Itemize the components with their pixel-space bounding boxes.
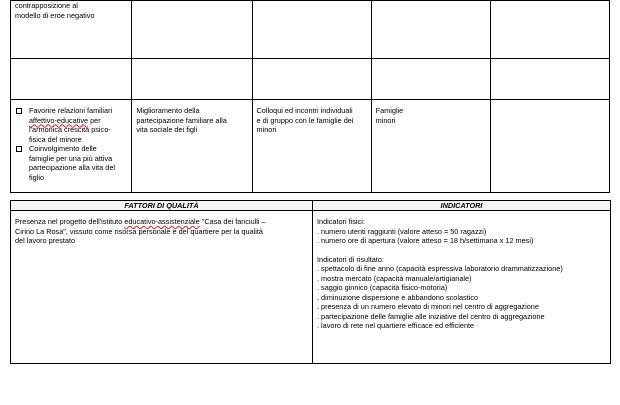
actions-cell xyxy=(252,100,371,193)
text-line: Famiglie xyxy=(375,106,404,115)
indicator-item: . diminuzione dispersione e abbandono scolastico xyxy=(317,292,479,302)
objective-cell xyxy=(11,1,132,59)
text-line xyxy=(15,217,308,227)
empty-cell xyxy=(371,1,490,59)
spellcheck-word: educativo-assistenziale xyxy=(124,217,200,226)
text-line: modello di eroe negativo xyxy=(15,10,95,20)
indicator-item: . spettacolo di fine anno (capacità espressiva laboratorio drammatizzazione) xyxy=(317,264,563,273)
text-line: famiglie per una più attiva xyxy=(29,153,113,163)
text-line: del lavoro prestato xyxy=(15,236,76,245)
physical-indicators-title: Indicatori fisici: xyxy=(317,217,365,226)
indicator-item: . mostra mercato (capacità manuale/artigianale) xyxy=(317,273,472,283)
empty-cell xyxy=(371,59,490,100)
indicator-item: . presenza di un numero elevato di minori nel centro di aggregazione xyxy=(317,302,539,311)
table-row xyxy=(11,211,611,364)
text-line: minori xyxy=(375,115,396,125)
expected-results-cell xyxy=(132,100,252,193)
result-indicators-title: Indicatori di risultato: xyxy=(317,254,384,264)
indicators-header: INDICATORI xyxy=(313,201,611,211)
text-line: l'armonica crescita psico- xyxy=(29,125,111,134)
empty-cell xyxy=(132,1,252,59)
spellcheck-word: affettivo-educative xyxy=(29,115,89,125)
text-line xyxy=(29,116,127,126)
indicator-item: . saggio ginnico (capacità fisico-motoria) xyxy=(317,283,448,292)
indicator-item: . numero ore di apertura (valore atteso = 18 h/settimana x 12 mesi) xyxy=(317,236,534,245)
text-fragment: per xyxy=(88,115,101,125)
text-line: Colloqui ed incontri individuali xyxy=(256,106,353,115)
indicator-item: . lavoro di rete nel quartiere efficace ed efficiente xyxy=(317,321,475,330)
indicator-item: . partecipazione delle famiglie alle iniziative del centro di aggregazione xyxy=(317,311,545,321)
text-line: vita sociale dei figli xyxy=(136,125,198,134)
text-line: contrapposizione al xyxy=(15,1,78,10)
table-header-row xyxy=(11,201,611,211)
quality-indicators-table xyxy=(10,200,611,364)
text-line: partecipazione alla vita del xyxy=(29,163,115,172)
empty-cell xyxy=(490,1,609,59)
empty-cell xyxy=(490,100,609,193)
table-row xyxy=(11,1,610,59)
spacer xyxy=(317,246,606,255)
text-line: Cirino La Rosa", vissuto come risorsa personale e del quartiere per la qualità xyxy=(15,226,263,236)
recipients-cell xyxy=(371,100,490,193)
empty-cell xyxy=(252,1,371,59)
indicator-item: . numero utenti raggiunti (valore atteso = 50 ragazzi) xyxy=(317,226,487,236)
text-line: Favorire relazioni familiari xyxy=(29,106,113,115)
list-item xyxy=(29,106,127,144)
indicators-cell xyxy=(313,211,611,364)
list-item xyxy=(29,144,127,182)
text-line: minori xyxy=(256,125,277,134)
text-line: Coinvolgimento delle xyxy=(29,144,97,153)
text-line: e di gruppo con le famiglie dei xyxy=(256,115,354,125)
activities-table xyxy=(10,0,610,193)
empty-cell xyxy=(252,59,371,100)
table-row xyxy=(11,59,610,100)
checkbox-bullet-icon xyxy=(16,108,22,114)
checkbox-bullet-icon xyxy=(16,146,22,152)
empty-cell xyxy=(11,59,132,100)
table-row xyxy=(11,100,610,193)
text-fragment: Presenza nel progetto dell'istituto xyxy=(15,217,125,226)
text-line: Miglioramento della xyxy=(136,106,200,115)
text-line: fisica del minore xyxy=(29,134,82,144)
text-fragment: "Casa dei fanciulli – xyxy=(199,217,266,226)
empty-cell xyxy=(132,59,252,100)
objectives-list xyxy=(15,106,127,182)
empty-cell xyxy=(490,59,609,100)
quality-factors-header: FATTORI DI QUALITÀ xyxy=(11,201,313,211)
quality-factors-cell xyxy=(11,211,313,364)
text-line: figlio xyxy=(29,172,45,182)
objectives-cell xyxy=(11,100,132,193)
text-line: partecipazione familiare alla xyxy=(136,115,227,125)
